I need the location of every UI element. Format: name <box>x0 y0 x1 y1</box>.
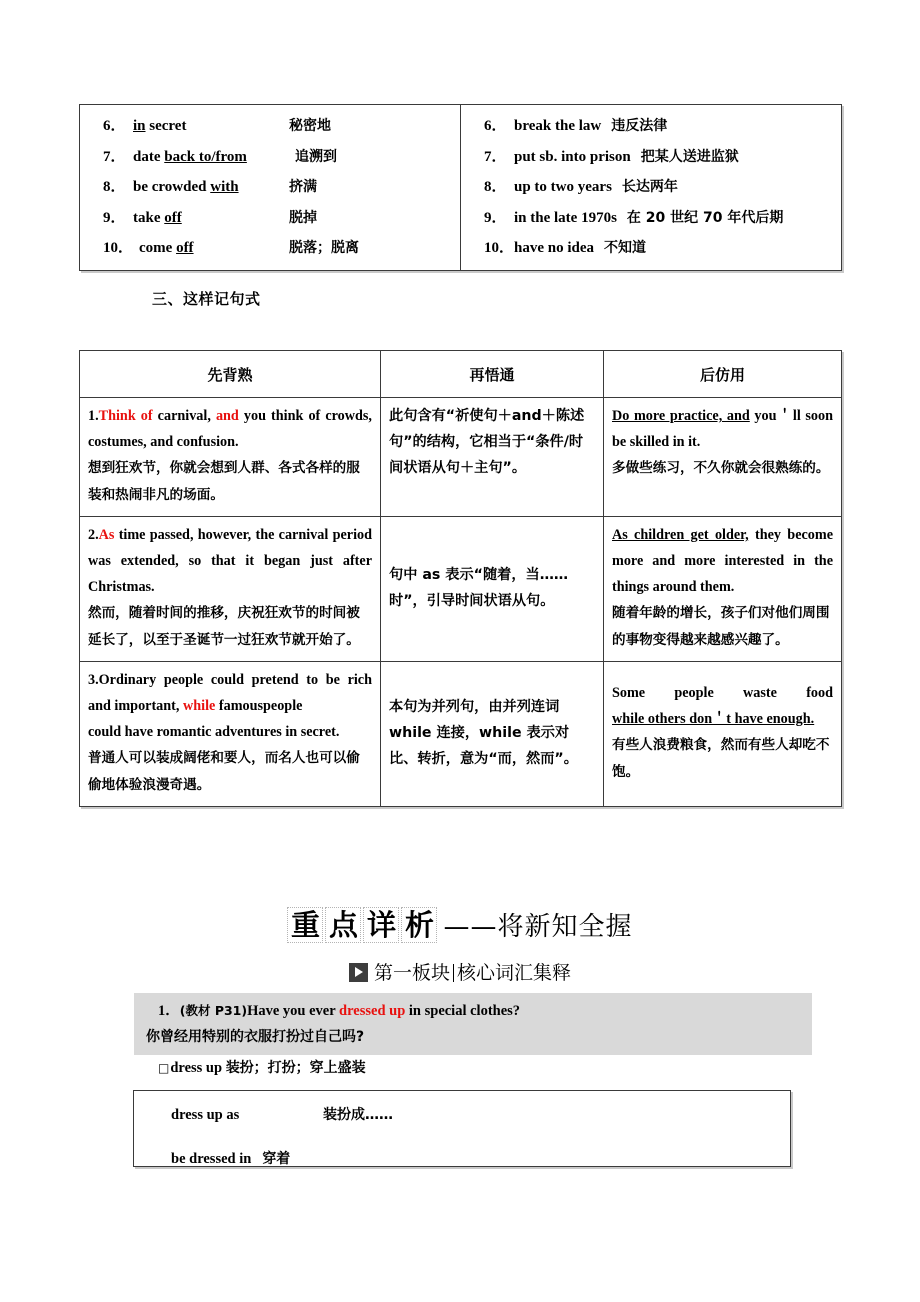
highlight-red: As <box>98 527 115 543</box>
sentence-part: they become more and more interested in the things around them. <box>612 527 833 595</box>
phrase-chinese: 脱落；脱离 <box>289 240 359 256</box>
item-number: 7． <box>484 148 507 165</box>
vocabulary-note <box>158 1057 366 1077</box>
collocation-chinese: 穿着 <box>262 1151 291 1167</box>
list-item <box>89 111 451 142</box>
phrase-english: put sb. into prison <box>514 148 631 165</box>
vertical-divider <box>453 964 454 982</box>
phrase-english <box>133 172 283 203</box>
chinese-translation: 随着年龄的增长，孩子们对他们周围的事物变得越来越感兴趣了。 <box>612 605 830 648</box>
item-number: 10． <box>103 240 134 256</box>
play-triangle-icon <box>349 963 368 982</box>
phrase-table-right-column <box>461 105 842 271</box>
phrase-chinese: 长达两年 <box>621 179 678 195</box>
underlined-part: back to/from <box>164 148 247 165</box>
english-sentence <box>612 403 833 455</box>
phrase-list-left <box>89 111 451 264</box>
table-row <box>80 517 842 662</box>
column-header-apply: 后仿用 <box>604 351 842 398</box>
memorize-cell <box>80 662 381 807</box>
underlined-part: while others don＇t have enough. <box>612 711 815 727</box>
list-item <box>470 233 832 264</box>
phrase-chinese: 不知道 <box>604 240 647 256</box>
example-chinese-line: 你曾经用特别的衣服打扮过自己吗? <box>146 1029 365 1045</box>
collocation-box <box>133 1090 791 1167</box>
section-heading: 三、这样记句式 <box>152 290 261 308</box>
apply-cell <box>604 517 842 662</box>
sentence-part: in special clothes? <box>405 1003 521 1019</box>
phrase-head: date <box>133 148 165 165</box>
underlined-part: As children get older, <box>612 527 749 543</box>
item-number: 1． <box>158 1003 180 1019</box>
underlined-part: off <box>176 240 194 256</box>
explanation-cell: 句中 as 表示“随着，当……时”，引导时间状语从句。 <box>381 517 604 662</box>
list-item <box>470 111 832 142</box>
item-number: 8． <box>103 179 126 195</box>
list-item <box>470 142 832 173</box>
collocation-chinese: 装扮成…… <box>323 1107 393 1123</box>
collocation-english: be dressed in <box>171 1151 252 1167</box>
chinese-translation: 有些人浪费粮食，然而有些人却吃不饱。 <box>612 737 830 780</box>
phrase-english <box>133 203 283 234</box>
phrase-english: in the late 1970s <box>514 209 617 226</box>
list-item <box>470 172 832 203</box>
phrase-chinese: 违反法律 <box>611 118 668 134</box>
phrase-english <box>133 111 283 142</box>
sentence-part: time passed, however, the carnival period was extended, so that it began just after Christmas. <box>88 527 372 595</box>
english-sentence-underlined <box>612 706 833 732</box>
example-english-line <box>134 998 812 1024</box>
english-sentence <box>88 403 372 455</box>
underlined-part: off <box>164 209 182 226</box>
list-item <box>134 1091 790 1126</box>
list-item <box>89 203 451 234</box>
item-number: 10． <box>484 240 515 256</box>
item-number: 9． <box>484 209 507 226</box>
phrase-head: take <box>133 209 165 226</box>
sentence-part: Ordinary people could pretend to be rich and important, <box>88 672 372 714</box>
phrase-chinese: 秘密地 <box>289 118 331 134</box>
item-number: 9． <box>103 209 126 226</box>
list-item <box>134 1126 790 1170</box>
chinese-translation: 然而，随着时间的推移，庆祝狂欢节的时间被延长了，以至于圣诞节一过狂欢节就开始了。 <box>88 605 360 648</box>
underlined-part: with <box>210 179 239 195</box>
english-sentence <box>88 522 372 600</box>
phrase-english <box>133 142 283 173</box>
block-heading <box>0 958 920 985</box>
vocabulary-term: dress up <box>170 1060 226 1076</box>
table-row <box>80 105 842 271</box>
fancy-heading-tail: ——将新知全握 <box>443 912 633 942</box>
phrase-english <box>139 233 283 264</box>
phrase-tail: secret <box>145 118 187 134</box>
square-bullet-icon: □ <box>158 1061 170 1075</box>
english-sentence <box>88 667 372 719</box>
boxed-char-4: 析 <box>401 907 437 943</box>
list-item <box>89 172 451 203</box>
english-sentence-line2: could have romantic adventures in secret. <box>88 724 340 740</box>
highlight-red: dressed up <box>339 1003 406 1019</box>
textbook-reference: (教材 P31) <box>179 1003 248 1018</box>
column-header-memorize: 先背熟 <box>80 351 381 398</box>
list-item <box>89 233 451 264</box>
list-item <box>470 203 832 234</box>
phrase-head: come <box>139 240 177 256</box>
item-number: 1. <box>88 408 99 424</box>
sentence-part: you think of crowds, costumes, and confusion. <box>88 408 372 450</box>
english-sentence: Some people waste food <box>612 685 833 701</box>
item-number: 8． <box>484 179 507 195</box>
example-sentence-box <box>134 993 812 1055</box>
list-item <box>89 142 451 173</box>
phrase-head: be crowded <box>133 179 211 195</box>
phrase-english: have no idea <box>514 240 595 256</box>
collocation-english: dress up as <box>171 1107 240 1123</box>
phrase-english: break the law <box>514 118 602 134</box>
sentence-part: carnival, <box>152 408 216 424</box>
sentence-part: Have you ever <box>247 1003 340 1019</box>
underlined-part: in <box>133 118 146 134</box>
item-number: 7． <box>103 148 126 165</box>
table-header-row <box>80 351 842 398</box>
vocabulary-meaning: 装扮；打扮；穿上盛装 <box>225 1060 366 1076</box>
highlight-red: and <box>215 408 239 424</box>
explanation-cell: 本句为并列句，由并列连词while 连接，while 表示对比、转折，意为“而，然而”。 <box>381 662 604 807</box>
table-row <box>80 398 842 517</box>
highlight-red: Think of <box>98 408 153 424</box>
phrase-english: up to two years <box>514 179 612 195</box>
sentence-part: you＇ll soon be skilled in it. <box>612 408 833 450</box>
english-sentence <box>612 522 833 600</box>
underlined-part: Do more practice, and <box>612 408 750 424</box>
sentence-part: famouspeople <box>215 698 303 714</box>
boxed-char-3: 详 <box>363 907 399 943</box>
block-heading-right: 核心词汇集释 <box>457 962 572 984</box>
phrase-chinese: 把某人送进监狱 <box>640 148 739 165</box>
item-number: 3. <box>88 672 99 688</box>
phrase-chinese: 挤满 <box>289 179 317 195</box>
boxed-char-2: 点 <box>325 907 361 943</box>
chinese-translation: 普通人可以装成阔佬和要人，而名人也可以偷偷地体验浪漫奇遇。 <box>88 750 360 793</box>
phrase-table <box>79 104 842 271</box>
apply-cell <box>604 398 842 517</box>
phrase-table-left-column <box>80 105 461 271</box>
highlight-red: while <box>183 698 216 714</box>
phrase-chinese: 追溯到 <box>295 148 337 165</box>
phrase-list-right <box>470 111 832 264</box>
item-number: 2. <box>88 527 99 543</box>
item-number: 6． <box>103 118 126 134</box>
explanation-cell: 此句含有“祈使句＋and＋陈述句”的结构，它相当于“条件/时间状语从句＋主句”。 <box>381 398 604 517</box>
fancy-section-heading <box>0 906 920 943</box>
apply-cell <box>604 662 842 807</box>
column-header-understand: 再悟通 <box>381 351 604 398</box>
item-number: 6． <box>484 118 507 134</box>
block-heading-left: 第一板块 <box>373 962 450 984</box>
memorize-cell <box>80 398 381 517</box>
phrase-chinese: 脱掉 <box>289 209 317 226</box>
boxed-char-1: 重 <box>287 907 323 943</box>
table-row <box>80 662 842 807</box>
memorize-cell <box>80 517 381 662</box>
chinese-translation: 想到狂欢节，你就会想到人群、各式各样的服装和热闹非凡的场面。 <box>88 460 360 503</box>
sentence-pattern-table <box>79 350 842 807</box>
chinese-translation: 多做些练习，不久你就会很熟练的。 <box>612 460 830 476</box>
phrase-chinese: 在 20 世纪 70 年代后期 <box>626 209 784 226</box>
